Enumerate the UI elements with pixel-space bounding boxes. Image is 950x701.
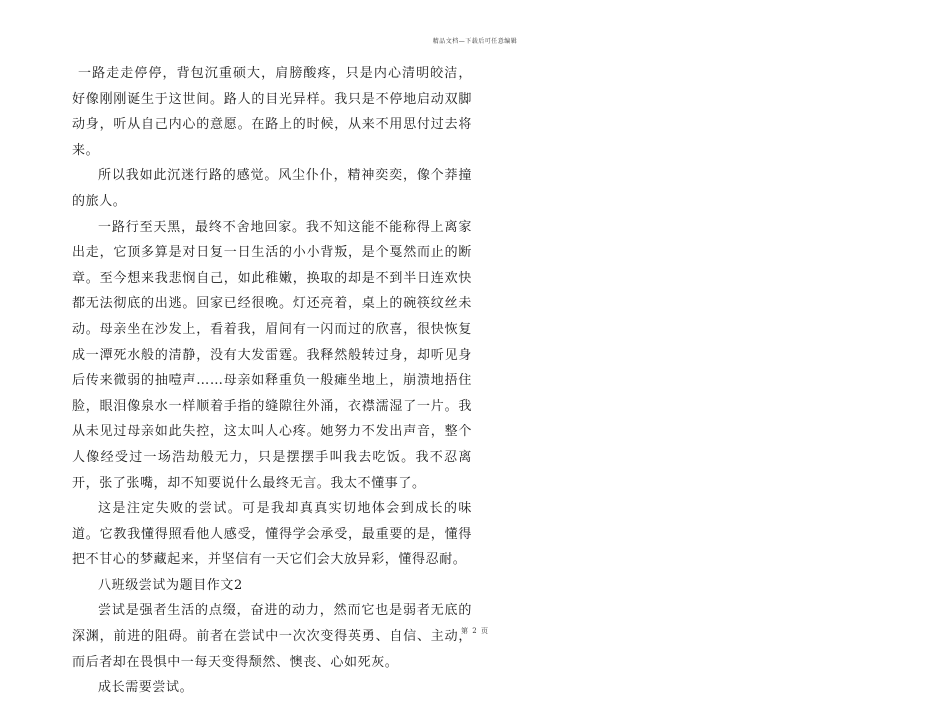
paragraph-6: 成长需要尝试。 <box>98 680 194 696</box>
page-header: 精品文档—下载后可任意编辑 <box>432 38 518 45</box>
paragraph-2: 所以我如此沉迷行路的感觉。风尘仆仆，精神奕奕，像个莽撞的旅人。 <box>72 168 472 209</box>
document-body <box>72 61 472 701</box>
page-number: 第 2 页 <box>461 627 489 635</box>
paragraph-5: 尝试是强者生活的点缀，奋进的动力，然而它也是弱者无底的深渊，前进的阻碍。前者在尝试中一次次变得英勇、自信、主动，而后者却在畏惧中一每天变得颓然、懊丧、心如死灰。 <box>72 603 472 670</box>
paragraph-3: 一路行至天黑，最终不舍地回家。我不知这能不能称得上离家出走，它顶多算是对日复一日生活的小小背叛，是个戛然而止的断章。至今想来我悲悯自己，如此稚嫩，换取的却是不到半日连欢快都无法彻底的出逃。回家已经很晚。灯还亮着，桌上的碗筷纹丝未动。母亲坐在沙发上，看着我，眉间有一闪而过的欣喜，很快恢复成一潭死水般的清静，没有大发雷霆。我释然般转过身，却听见身后传来微弱的抽噎声……母亲如释重负一般瘫坐地上，崩溃地捂住脸，眼泪像泉水一样顺着手指的缝隙往外涌，衣襟濡湿了一片。我从未见过母亲如此失控，这太叫人心疼。她努力不发出声音，整个人像经受过一场浩劫般无力，只是摆摆手叫我去吃饭。我不忍离开，张了张嘴，却不知要说什么最终无言。我太不懂事了。 <box>72 219 472 491</box>
paragraph-4: 这是注定失败的尝试。可是我却真真实切地体会到成长的味道。它教我懂得照看他人感受，懂得学会承受，最重要的是，懂得把不甘心的梦藏起来，并坚信有一天它们会大放异彩，懂得忍耐。 <box>72 501 472 568</box>
paragraph-1: 一路走走停停，背包沉重硕大，肩膀酸疼，只是内心清明皎洁，好像刚刚诞生于这世间。路人的目光异样。我只是不停地启动双脚动身，听从自己内心的意愿。在路上的时候，从来不用思付过去将来。 <box>72 66 472 158</box>
section-heading: 八班级尝试为题目作文2 <box>98 577 243 593</box>
